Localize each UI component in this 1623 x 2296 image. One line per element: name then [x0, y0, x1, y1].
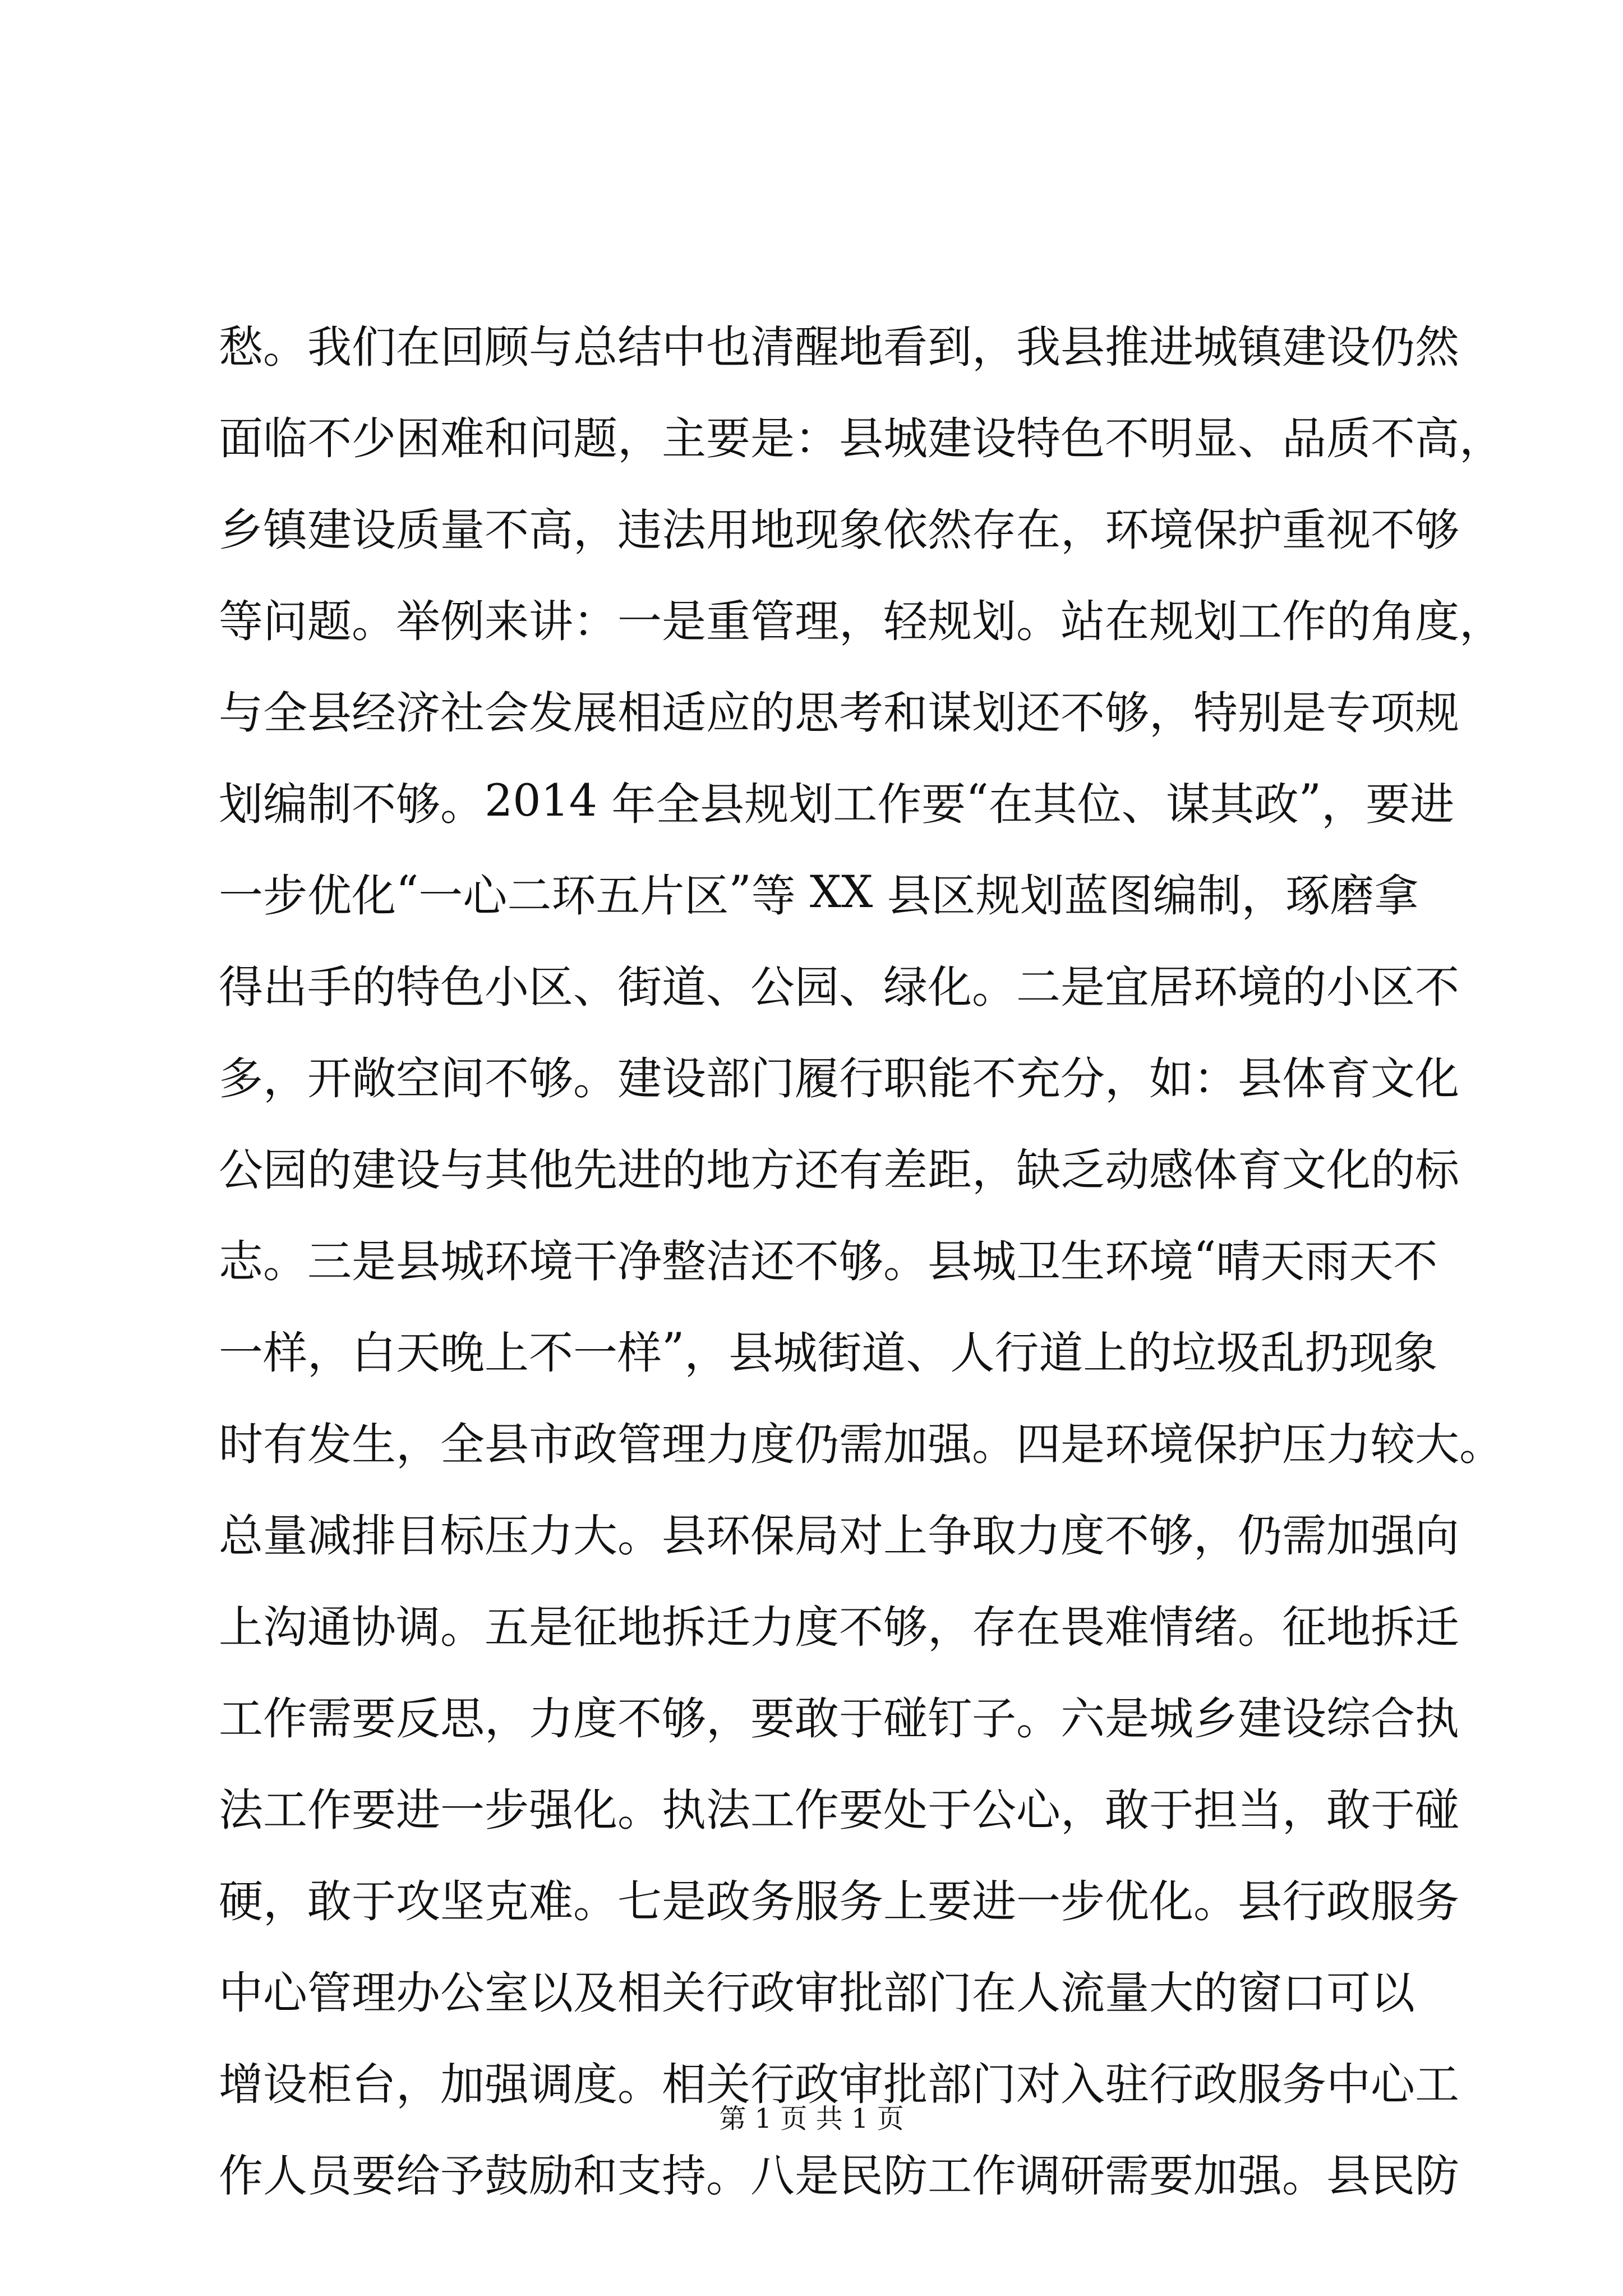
document-body	[219, 297, 1504, 2217]
text-line: 与 全 县 经 济 社 会 发 展 相 适 应 的 思 考 和 谋 划 还 不 够 ， 特 别 是 专 项 规	[219, 687, 1459, 739]
text-line: 得 出 手 的 特 色 小 区 、 街 道 、 公 园 、 绿 化 。 二 是 宜 居 环 境 的 小 区 不	[219, 961, 1459, 1013]
text-line: 上 沟 通 协 调 。 五 是 征 地 拆 迁 力 度 不 够 ， 存 在 畏 难 情 绪 。 征 地 拆 迁	[219, 1601, 1459, 1653]
text-line: 愁 。 我 们 在 回 顾 与 总 结 中 也 清 醒 地 看 到 ， 我 县 推 进 城 镇 建 设 仍 然	[219, 321, 1459, 373]
text-line: 志 。 三 是 县 城 环 境 干 净 整 洁 还 不 够 。 县 城 卫 生 环 境 “ 晴 天 雨 天 不	[219, 1231, 1438, 1287]
text-line: 面 临 不 少 困 难 和 问 题 ， 主 要 是 ： 县 城 建 设 特 色 不 明 显 、 品 质 不 高 ，	[219, 412, 1504, 464]
text-line: 中 心 管 理 办 公 室 以 及 相 关 行 政 审 批 部 门 在 人 流 量 大 的 窗 口 可 以	[219, 1967, 1415, 2019]
text-line: 多 ， 开 敞 空 间 不 够 。 建 设 部 门 履 行 职 能 不 充 分 ， 如 ： 县 体 育 文 化	[219, 1052, 1459, 1105]
text-line: 乡 镇 建 设 质 量 不 高 ， 违 法 用 地 现 象 依 然 存 在 ， 环 境 保 护 重 视 不 够	[219, 504, 1459, 556]
text-line: 作 人 员 要 给 予 鼓 励 和 支 持 。 八 是 民 防 工 作 调 研 需 要 加 强 。 县 民 防	[219, 2150, 1459, 2202]
text-line: 一 样 ， 白 天 晚 上 不 一 样 ” ， 县 城 街 道 、 人 行 道 上 的 垃 圾 乱 扔 现 象	[219, 1323, 1438, 1379]
text-line: 等 问 题 。 举 例 来 讲 ： 一 是 重 管 理 ， 轻 规 划 。 站 在 规 划 工 作 的 角 度 ，	[219, 595, 1504, 647]
text-line: 总 量 减 排 目 标 压 力 大 。 县 环 保 局 对 上 争 取 力 度 不 够 ， 仍 需 加 强 向	[219, 1510, 1459, 1562]
text-line: 法 工 作 要 进 一 步 强 化 。 执 法 工 作 要 处 于 公 心 ， 敢 于 担 当 ， 敢 于 碰	[219, 1784, 1459, 1836]
text-line: 时 有 发 生 ， 全 县 市 政 管 理 力 度 仍 需 加 强 。 四 是 环 境 保 护 压 力 较 大 。	[219, 1418, 1504, 1470]
text-line: 增 设 柜 台 ， 加 强 调 度 。 相 关 行 政 审 批 部 门 对 入 驻 行 政 服 务 中 心 工	[219, 2058, 1459, 2110]
text-line: 划 编 制 不 够 。 2 0 1 4 年 全 县 规 划 工 作 要 “ 在 其 位 、 谋 其 政 ” ， 要 进	[219, 774, 1454, 830]
text-line: 一 步 优 化 “ 一 心 二 环 五 片 区 ” 等 X X 县 区 规 划 蓝 图 编 制 ， 琢 磨 拿	[219, 866, 1419, 922]
text-line: 工 作 需 要 反 思 ， 力 度 不 够 ， 要 敢 于 碰 钉 子 。 六 是 城 乡 建 设 综 合 执	[219, 1692, 1459, 1745]
page-footer: 第 1 页 共 1 页	[719, 2103, 904, 2134]
text-line: 硬 ， 敢 于 攻 坚 克 难 。 七 是 政 务 服 务 上 要 进 一 步 优 化 。 县 行 政 服 务	[219, 1875, 1459, 1927]
text-line: 公 园 的 建 设 与 其 他 先 进 的 地 方 还 有 差 距 ， 缺 乏 动 感 体 育 文 化 的 标	[219, 1144, 1459, 1196]
